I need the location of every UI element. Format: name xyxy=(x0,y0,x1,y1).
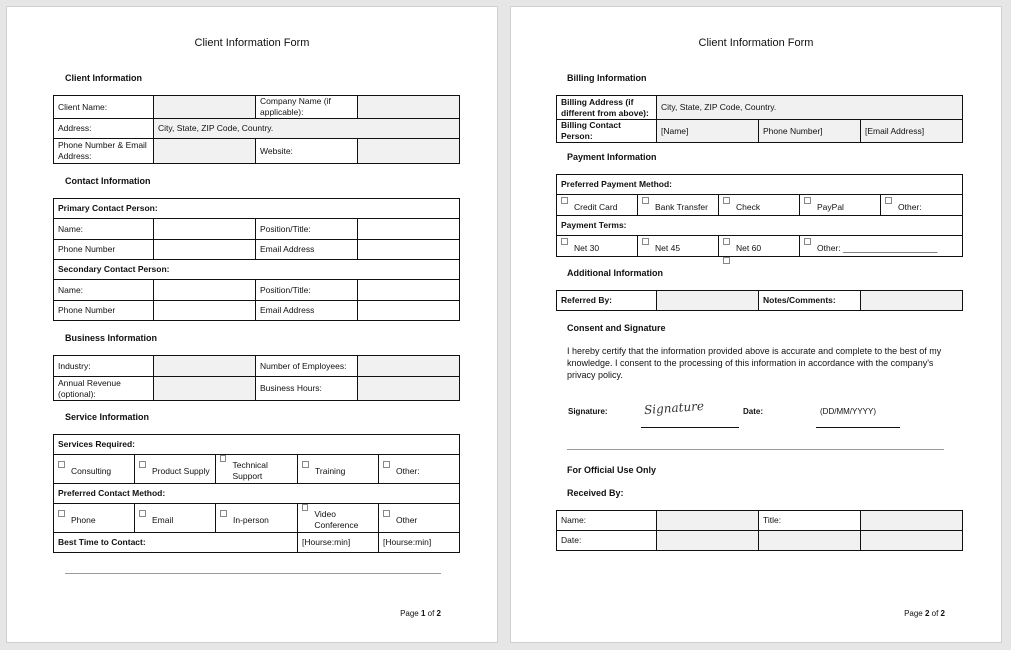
date-label: Date: xyxy=(743,407,764,416)
official-date-field[interactable] xyxy=(657,531,759,551)
phone-email-label: Phone Number & Email Address: xyxy=(54,139,154,164)
best-time-to-field[interactable]: [Hourse:min] xyxy=(379,533,460,553)
client-name-label: Client Name: xyxy=(54,96,154,119)
company-name-field[interactable] xyxy=(358,96,460,119)
primary-email-label: Email Address xyxy=(256,240,358,260)
section-heading-contact-info: Contact Information xyxy=(65,176,151,186)
date-value[interactable]: (DD/MM/YYYY) xyxy=(820,407,876,416)
secondary-name-label: Name: xyxy=(54,280,154,301)
check-checkbox[interactable] xyxy=(723,197,730,204)
phone-email-field[interactable] xyxy=(154,139,256,164)
page-title: Client Information Form xyxy=(194,37,310,49)
section-heading-official-use: For Official Use Only xyxy=(567,465,657,475)
notes-label: Notes/Comments: xyxy=(759,291,861,311)
service-other-checkbox[interactable] xyxy=(383,461,390,468)
additional-info-table xyxy=(556,290,963,311)
phone-method-checkbox[interactable] xyxy=(58,510,65,517)
billing-info-table xyxy=(556,95,963,143)
client-info-table xyxy=(53,95,460,164)
services-required-heading: Services Required: xyxy=(54,435,460,455)
bank-transfer-label: Bank Transfer xyxy=(655,201,708,212)
signature-image: Signature xyxy=(643,398,705,418)
service-info-table xyxy=(53,434,460,553)
primary-email-field[interactable] xyxy=(358,240,460,260)
credit-card-checkbox[interactable] xyxy=(561,197,568,204)
net-30-checkbox[interactable] xyxy=(561,238,568,245)
revenue-field[interactable] xyxy=(154,377,256,401)
company-name-label: Company Name (if applicable): xyxy=(256,96,358,119)
secondary-position-field[interactable] xyxy=(358,280,460,301)
client-name-field[interactable] xyxy=(154,96,256,119)
check-label: Check xyxy=(736,201,761,212)
official-date-label: Date: xyxy=(557,531,657,551)
divider-line xyxy=(65,573,441,574)
preferred-payment-heading: Preferred Payment Method: xyxy=(557,175,963,195)
section-heading-client-info: Client Information xyxy=(65,73,142,83)
primary-phone-field[interactable] xyxy=(154,240,256,260)
section-heading-billing-info: Billing Information xyxy=(567,73,647,83)
official-use-table xyxy=(556,510,963,551)
secondary-phone-label: Phone Number xyxy=(54,301,154,321)
referred-by-label: Referred By: xyxy=(557,291,657,311)
divider-line xyxy=(567,449,944,450)
page-1 xyxy=(6,6,498,643)
bank-transfer-checkbox[interactable] xyxy=(642,197,649,204)
page-footer xyxy=(904,609,945,618)
contact-info-table xyxy=(53,198,460,321)
product-supply-checkbox[interactable] xyxy=(139,461,146,468)
billing-contact-label: Billing Contact Person: xyxy=(557,120,657,143)
method-other-checkbox[interactable] xyxy=(383,510,390,517)
primary-name-field[interactable] xyxy=(154,219,256,240)
in-person-method-checkbox[interactable] xyxy=(220,510,227,517)
referred-by-field[interactable] xyxy=(657,291,759,311)
revenue-label: Annual Revenue (optional): xyxy=(54,377,154,401)
billing-contact-phone-field[interactable]: Phone Number] xyxy=(759,120,861,143)
best-time-label: Best Time to Contact: xyxy=(54,533,298,553)
footer-of: of xyxy=(425,609,437,618)
secondary-contact-heading: Secondary Contact Person: xyxy=(54,260,460,280)
official-name-field[interactable] xyxy=(657,511,759,531)
service-other-label: Other: xyxy=(396,465,420,476)
contact-method-heading: Preferred Contact Method: xyxy=(54,484,460,504)
official-empty-2[interactable] xyxy=(861,531,963,551)
payment-other-checkbox[interactable] xyxy=(885,197,892,204)
section-heading-payment-info: Payment Information xyxy=(567,152,657,162)
notes-field[interactable] xyxy=(861,291,963,311)
primary-name-label: Name: xyxy=(54,219,154,240)
footer-total-pages: 2 xyxy=(940,609,945,618)
official-name-label: Name: xyxy=(557,511,657,531)
consulting-checkbox[interactable] xyxy=(58,461,65,468)
product-supply-label: Product Supply xyxy=(152,465,210,476)
section-heading-consent: Consent and Signature xyxy=(567,323,666,333)
net-30-label: Net 30 xyxy=(574,242,600,253)
footer-total-pages: 2 xyxy=(436,609,441,618)
hours-field[interactable] xyxy=(358,377,460,401)
consent-text: I hereby certify that the information provided above is accurate and complete to the best of my knowledge. I consent to the processing of this information in accordance with the company's privacy policy. xyxy=(567,346,942,380)
address-label: Address: xyxy=(54,119,154,139)
page-2 xyxy=(510,6,1002,643)
primary-phone-label: Phone Number xyxy=(54,240,154,260)
phone-method-label: Phone xyxy=(71,514,96,525)
consulting-label: Consulting xyxy=(71,465,112,476)
address-field[interactable]: City, State, ZIP Code, Country. xyxy=(154,119,460,139)
footer-of: of xyxy=(929,609,941,618)
terms-other-label: Other: ____________________ xyxy=(817,242,938,253)
date-line xyxy=(816,427,900,428)
primary-contact-heading: Primary Contact Person: xyxy=(54,199,460,219)
primary-position-field[interactable] xyxy=(358,219,460,240)
net-45-label: Net 45 xyxy=(655,242,681,253)
training-checkbox[interactable] xyxy=(302,461,309,468)
section-heading-business-info: Business Information xyxy=(65,333,158,343)
hours-label: Business Hours: xyxy=(256,377,358,401)
official-title-field[interactable] xyxy=(861,511,963,531)
billing-contact-email-field[interactable]: [Email Address] xyxy=(861,120,963,143)
technical-support-label: Technical Support xyxy=(232,460,268,481)
signature-label: Signature: xyxy=(568,407,608,416)
footer-current-page: 1 xyxy=(420,609,426,618)
technical-support-checkbox[interactable] xyxy=(220,455,226,462)
section-heading-service-info: Service Information xyxy=(65,412,150,422)
secondary-position-label: Position/Title: xyxy=(256,280,358,301)
email-method-label: Email xyxy=(152,514,174,525)
email-method-checkbox[interactable] xyxy=(139,510,146,517)
net-60-checkbox[interactable] xyxy=(723,238,730,245)
employees-field[interactable] xyxy=(358,356,460,377)
secondary-name-field[interactable] xyxy=(154,280,256,301)
payment-info-table xyxy=(556,174,963,257)
method-other-label: Other xyxy=(396,514,418,525)
page-footer xyxy=(400,609,441,618)
paypal-label: PayPal xyxy=(817,201,844,212)
industry-field[interactable] xyxy=(154,356,256,377)
paypal-checkbox[interactable] xyxy=(804,197,811,204)
footer-prefix: Page xyxy=(904,609,925,618)
payment-terms-heading: Payment Terms: xyxy=(557,216,963,236)
signature-line[interactable] xyxy=(641,427,739,428)
footer-current-page: 2 xyxy=(924,609,930,618)
video-conference-method-label: Video Conference xyxy=(314,509,359,530)
employees-label: Number of Employees: xyxy=(256,356,358,377)
terms-other-checkbox[interactable] xyxy=(804,238,811,245)
official-title-label: Title: xyxy=(759,511,861,531)
section-heading-additional-info: Additional Information xyxy=(567,268,663,278)
credit-card-label: Credit Card xyxy=(574,201,618,212)
secondary-email-field[interactable] xyxy=(358,301,460,321)
footer-prefix: Page xyxy=(400,609,421,618)
training-label: Training xyxy=(315,465,346,476)
business-info-table xyxy=(53,355,460,401)
video-conference-method-checkbox[interactable] xyxy=(302,504,308,511)
billing-address-label: Billing Address (if different from above): xyxy=(557,96,657,120)
in-person-method-label: In-person xyxy=(233,514,269,525)
stray-checkbox[interactable] xyxy=(723,257,730,264)
payment-other-label: Other: xyxy=(898,201,922,212)
official-empty-1[interactable] xyxy=(759,531,861,551)
billing-address-field[interactable]: City, State, ZIP Code, Country. xyxy=(657,96,963,120)
industry-label: Industry: xyxy=(54,356,154,377)
net-45-checkbox[interactable] xyxy=(642,238,649,245)
net-60-label: Net 60 xyxy=(736,242,762,253)
website-label: Website: xyxy=(256,139,358,164)
secondary-email-label: Email Address xyxy=(256,301,358,321)
page-title: Client Information Form xyxy=(698,37,814,49)
received-by-label: Received By: xyxy=(567,488,624,498)
billing-contact-name-field[interactable]: [Name] xyxy=(657,120,759,143)
secondary-phone-field[interactable] xyxy=(154,301,256,321)
website-field[interactable] xyxy=(358,139,460,164)
primary-position-label: Position/Title: xyxy=(256,219,358,240)
best-time-from-field[interactable]: [Hourse:min] xyxy=(298,533,379,553)
